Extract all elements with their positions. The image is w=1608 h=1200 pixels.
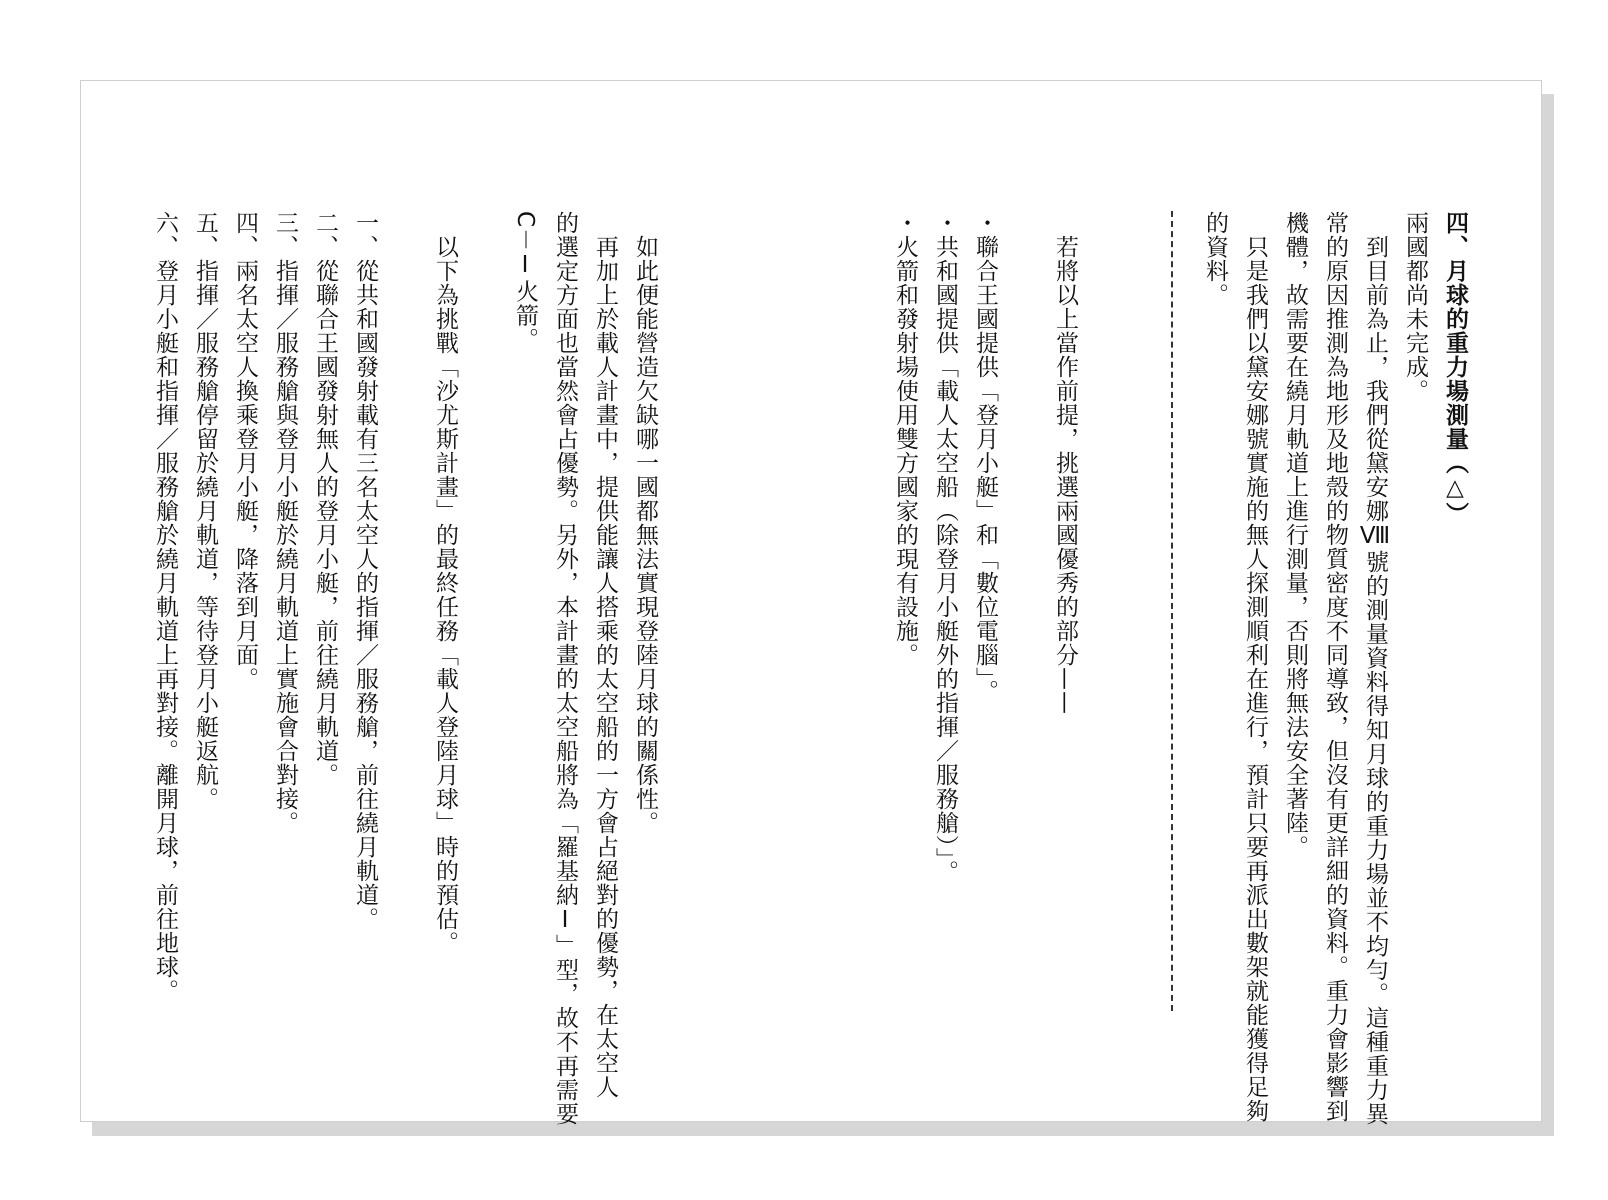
premise-bullet: ・聯合王國提供「登月小艇」和「數位電腦」。: [972, 211, 998, 704]
mission-step: 六、登月小艇和指揮／服務艙於繞月軌道上再對接。離開月球，前往地球。: [152, 211, 178, 1003]
conclusion-line: 再加上於載人計畫中，提供能讓人搭乘的太空船的一方會占絕對的優勢，在太空人: [592, 211, 618, 1099]
section-heading: 四、月球的重力場測量（△）: [1442, 211, 1468, 526]
mission-step: 二、從聯合王國發射無人的登月小艇，前往繞月軌道。: [312, 211, 338, 787]
premise-intro: 若將以上當作前提，挑選兩國優秀的部分——: [1052, 211, 1078, 715]
conclusion-line: C－Ⅰ火箭。: [512, 211, 538, 352]
mission-intro: 以下為挑戰「沙尤斯計畫」的最終任務「載人登陸月球」時的預估。: [432, 211, 458, 955]
document-page: [80, 80, 1542, 1126]
paragraph-line: 只是我們以黛安娜號實施的無人探測順利在進行，預計只要再派出數架就能獲得足夠: [1242, 211, 1268, 1123]
paragraph-line: 的資料。: [1202, 211, 1228, 307]
dashed-divider: [1171, 211, 1173, 1011]
paragraph-line: 機體，故需要在繞月軌道上進行測量，否則將無法安全著陸。: [1282, 211, 1308, 859]
paragraph-line: 到目前為止，我們從黛安娜Ⅷ號的測量資料得知月球的重力場並不均勻。這種重力異: [1362, 211, 1388, 1126]
mission-step: 五、指揮／服務艙停留於繞月軌道，等待登月小艇返航。: [192, 211, 218, 811]
premise-bullet: ・火箭和發射場使用雙方國家的現有設施。: [892, 211, 918, 667]
mission-step: 一、從共和國發射載有三名太空人的指揮／服務艙，前往繞月軌道。: [352, 211, 378, 931]
mission-step: 四、兩名太空人換乘登月小艇，降落到月面。: [232, 211, 258, 691]
conclusion-line: 如此便能營造欠缺哪一國都無法實現登陸月球的關係性。: [632, 211, 658, 835]
conclusion-line: 的選定方面也當然會占優勢。另外，本計畫的太空船將為「羅基納Ⅰ」型，故不再需要: [552, 211, 578, 1126]
mission-step: 三、指揮／服務艙與登月小艇於繞月軌道上實施會合對接。: [272, 211, 298, 835]
premise-bullet: ・共和國提供「載人太空船（除登月小艇外的指揮／服務艙）」。: [932, 211, 958, 884]
paragraph-line: 兩國都尚未完成。: [1402, 211, 1428, 403]
paragraph-line: 常的原因推測為地形及地殼的物質密度不同導致，但沒有更詳細的資料。重力會影響到: [1322, 211, 1348, 1123]
